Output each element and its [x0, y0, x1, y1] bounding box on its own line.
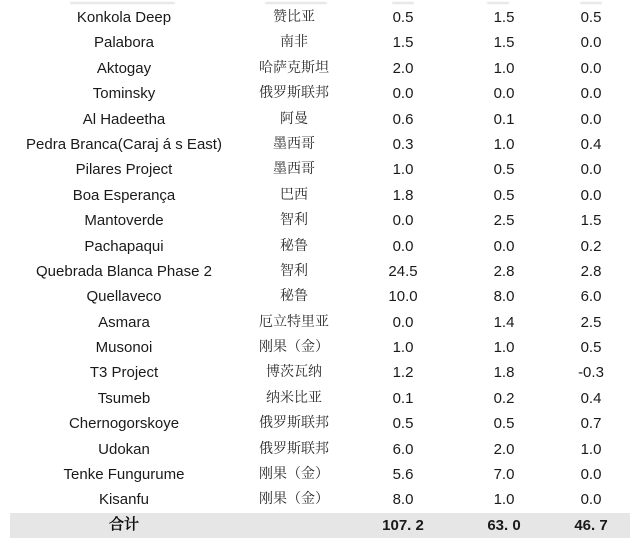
- value-cell: 6.0: [580, 288, 602, 306]
- mine-name-cell: Pedra Branca(Caraj á s East): [26, 135, 222, 153]
- country-cell: 赞比亚: [273, 10, 315, 25]
- mine-name-cell: Konkola Deep: [76, 9, 172, 26]
- value-cell: 0.0: [580, 161, 602, 179]
- value-cell: 5.6: [392, 466, 414, 484]
- country-cell: 智利: [280, 213, 308, 229]
- table-row: [10, 437, 630, 462]
- country-cell: 阿曼: [280, 111, 308, 127]
- table-row: [10, 234, 630, 259]
- country-cell: 厄立特里亚: [259, 314, 329, 330]
- value-cell: 0.3: [392, 135, 414, 153]
- table-row: [10, 132, 630, 157]
- value-cell: 1.0: [392, 339, 414, 357]
- mine-name-cell: Al Hadeetha: [82, 110, 166, 128]
- value-cell: 10.0: [388, 288, 418, 306]
- country-cell: 博茨瓦纳: [266, 365, 322, 381]
- value-cell: 0.0: [392, 313, 414, 331]
- value-cell: 0.0: [493, 85, 515, 103]
- value-cell: 1.0: [493, 59, 515, 77]
- value-cell: 2.8: [580, 262, 602, 280]
- country-cell: 哈萨克斯坦: [259, 60, 329, 76]
- country-cell: 刚果（金）: [259, 340, 329, 356]
- value-cell: 1.4: [493, 313, 515, 331]
- value-cell: 0.0: [580, 110, 602, 128]
- country-cell: 墨西哥: [273, 136, 315, 152]
- total-row: [10, 513, 630, 538]
- mine-name-cell: Pilares Project: [75, 161, 173, 179]
- country-cell: 刚果（金）: [259, 467, 329, 483]
- mine-name-cell: Quebrada Blanca Phase 2: [36, 262, 212, 280]
- mine-name-cell: Tenke Fungurume: [63, 466, 185, 484]
- country-cell: 俄罗斯联邦: [259, 86, 329, 102]
- value-cell: 0.7: [580, 415, 602, 433]
- value-cell: 0.0: [493, 237, 515, 255]
- mine-projects-table: [10, 0, 630, 538]
- value-cell: 0.5: [493, 186, 515, 204]
- table-row: [10, 386, 630, 411]
- value-cell: 0.1: [493, 110, 515, 128]
- value-cell: 0.5: [580, 339, 602, 357]
- value-cell: 1.5: [580, 212, 602, 230]
- value-cell: 1.2: [392, 364, 414, 382]
- value-cell: 2.5: [493, 212, 515, 230]
- value-cell: 1.0: [493, 491, 515, 509]
- mine-name-cell: Boa Esperança: [72, 186, 176, 204]
- country-cell: 俄罗斯联邦: [259, 441, 329, 457]
- country-cell: 秘鲁: [280, 238, 308, 254]
- value-cell: 0.5: [580, 9, 602, 26]
- value-cell: 8.0: [392, 491, 414, 509]
- table-row: [10, 335, 630, 360]
- value-cell: 1.0: [580, 440, 602, 458]
- value-cell: 0.5: [392, 415, 414, 433]
- mine-name-cell: Tominsky: [92, 85, 156, 103]
- table-row: [10, 56, 630, 81]
- value-cell: 0.0: [580, 186, 602, 204]
- mine-name-cell: Kisanfu: [98, 491, 150, 509]
- mine-name-cell: Tsumeb: [97, 389, 151, 407]
- table-row: [10, 107, 630, 132]
- table-row: [10, 5, 630, 30]
- table-row: [10, 259, 630, 284]
- total-value-cell: 46. 7: [574, 516, 608, 534]
- country-cell: 智利: [280, 263, 308, 279]
- value-cell: 0.0: [392, 212, 414, 230]
- value-cell: 0.2: [580, 237, 602, 255]
- value-cell: 1.5: [392, 34, 414, 52]
- value-cell: 8.0: [493, 288, 515, 306]
- value-cell: 7.0: [493, 466, 515, 484]
- value-cell: 6.0: [392, 440, 414, 458]
- mine-name-cell: Asmara: [98, 313, 150, 331]
- mine-name-cell: Quellaveco: [86, 288, 162, 306]
- value-cell: 2.0: [392, 59, 414, 77]
- value-cell: 0.0: [580, 34, 602, 52]
- cropped-text-remnant: [580, 2, 602, 4]
- table-row: [10, 30, 630, 55]
- mine-name-cell: Aktogay: [96, 59, 152, 77]
- country-cell: 墨西哥: [273, 162, 315, 178]
- value-cell: -0.3: [578, 364, 604, 382]
- table-row: [10, 284, 630, 309]
- value-cell: 1.5: [493, 34, 515, 52]
- mine-name-cell: Mantoverde: [84, 212, 164, 230]
- table-row: [10, 157, 630, 182]
- value-cell: 0.0: [580, 59, 602, 77]
- table-row: [10, 208, 630, 233]
- country-cell: 俄罗斯联邦: [259, 416, 329, 432]
- value-cell: 1.0: [493, 339, 515, 357]
- value-cell: 0.1: [392, 389, 414, 407]
- value-cell: 0.0: [392, 85, 414, 103]
- value-cell: 0.6: [392, 110, 414, 128]
- table-row: [10, 462, 630, 487]
- table-row: [10, 411, 630, 436]
- value-cell: 0.0: [580, 491, 602, 509]
- mine-name-cell: Palabora: [93, 34, 155, 52]
- country-cell: 巴西: [280, 187, 308, 203]
- value-cell: 0.0: [580, 466, 602, 484]
- value-cell: 0.0: [580, 85, 602, 103]
- value-cell: 0.5: [493, 161, 515, 179]
- country-cell: 纳米比亚: [266, 390, 322, 406]
- value-cell: 0.2: [493, 389, 515, 407]
- value-cell: 0.4: [580, 389, 602, 407]
- table-row: [10, 360, 630, 385]
- cropped-text-remnant: [70, 2, 175, 4]
- total-value-cell: 107. 2: [382, 516, 424, 534]
- mine-name-cell: Musonoi: [95, 339, 153, 357]
- value-cell: 0.0: [392, 237, 414, 255]
- value-cell: 1.8: [392, 186, 414, 204]
- value-cell: 2.8: [493, 262, 515, 280]
- value-cell: 1.5: [493, 9, 515, 26]
- mine-name-cell: Pachapaqui: [84, 237, 164, 255]
- value-cell: 0.4: [580, 135, 602, 153]
- value-cell: 0.5: [392, 9, 414, 26]
- cropped-text-remnant: [487, 2, 509, 4]
- country-cell: 刚果（金）: [259, 492, 329, 508]
- value-cell: 1.8: [493, 364, 515, 382]
- table-row: [10, 487, 630, 512]
- value-cell: 24.5: [388, 262, 418, 280]
- country-cell: 秘鲁: [280, 289, 308, 305]
- table-row: [10, 183, 630, 208]
- table-row: [10, 310, 630, 335]
- value-cell: 0.5: [493, 415, 515, 433]
- country-cell: 南非: [280, 35, 308, 51]
- cropped-row-remnant: [10, 0, 630, 5]
- value-cell: 2.5: [580, 313, 602, 331]
- mine-name-cell: Udokan: [98, 440, 150, 458]
- cropped-text-remnant: [265, 2, 327, 4]
- mine-name-cell: Chernogorskoye: [68, 415, 180, 433]
- table-row: [10, 81, 630, 106]
- total-value-cell: 63. 0: [487, 516, 521, 534]
- mine-name-cell: T3 Project: [89, 364, 159, 382]
- mine-table-body: [10, 5, 630, 513]
- cropped-text-remnant: [392, 2, 414, 4]
- total-label: 合计: [108, 516, 139, 533]
- value-cell: 1.0: [392, 161, 414, 179]
- value-cell: 2.0: [493, 440, 515, 458]
- value-cell: 1.0: [493, 135, 515, 153]
